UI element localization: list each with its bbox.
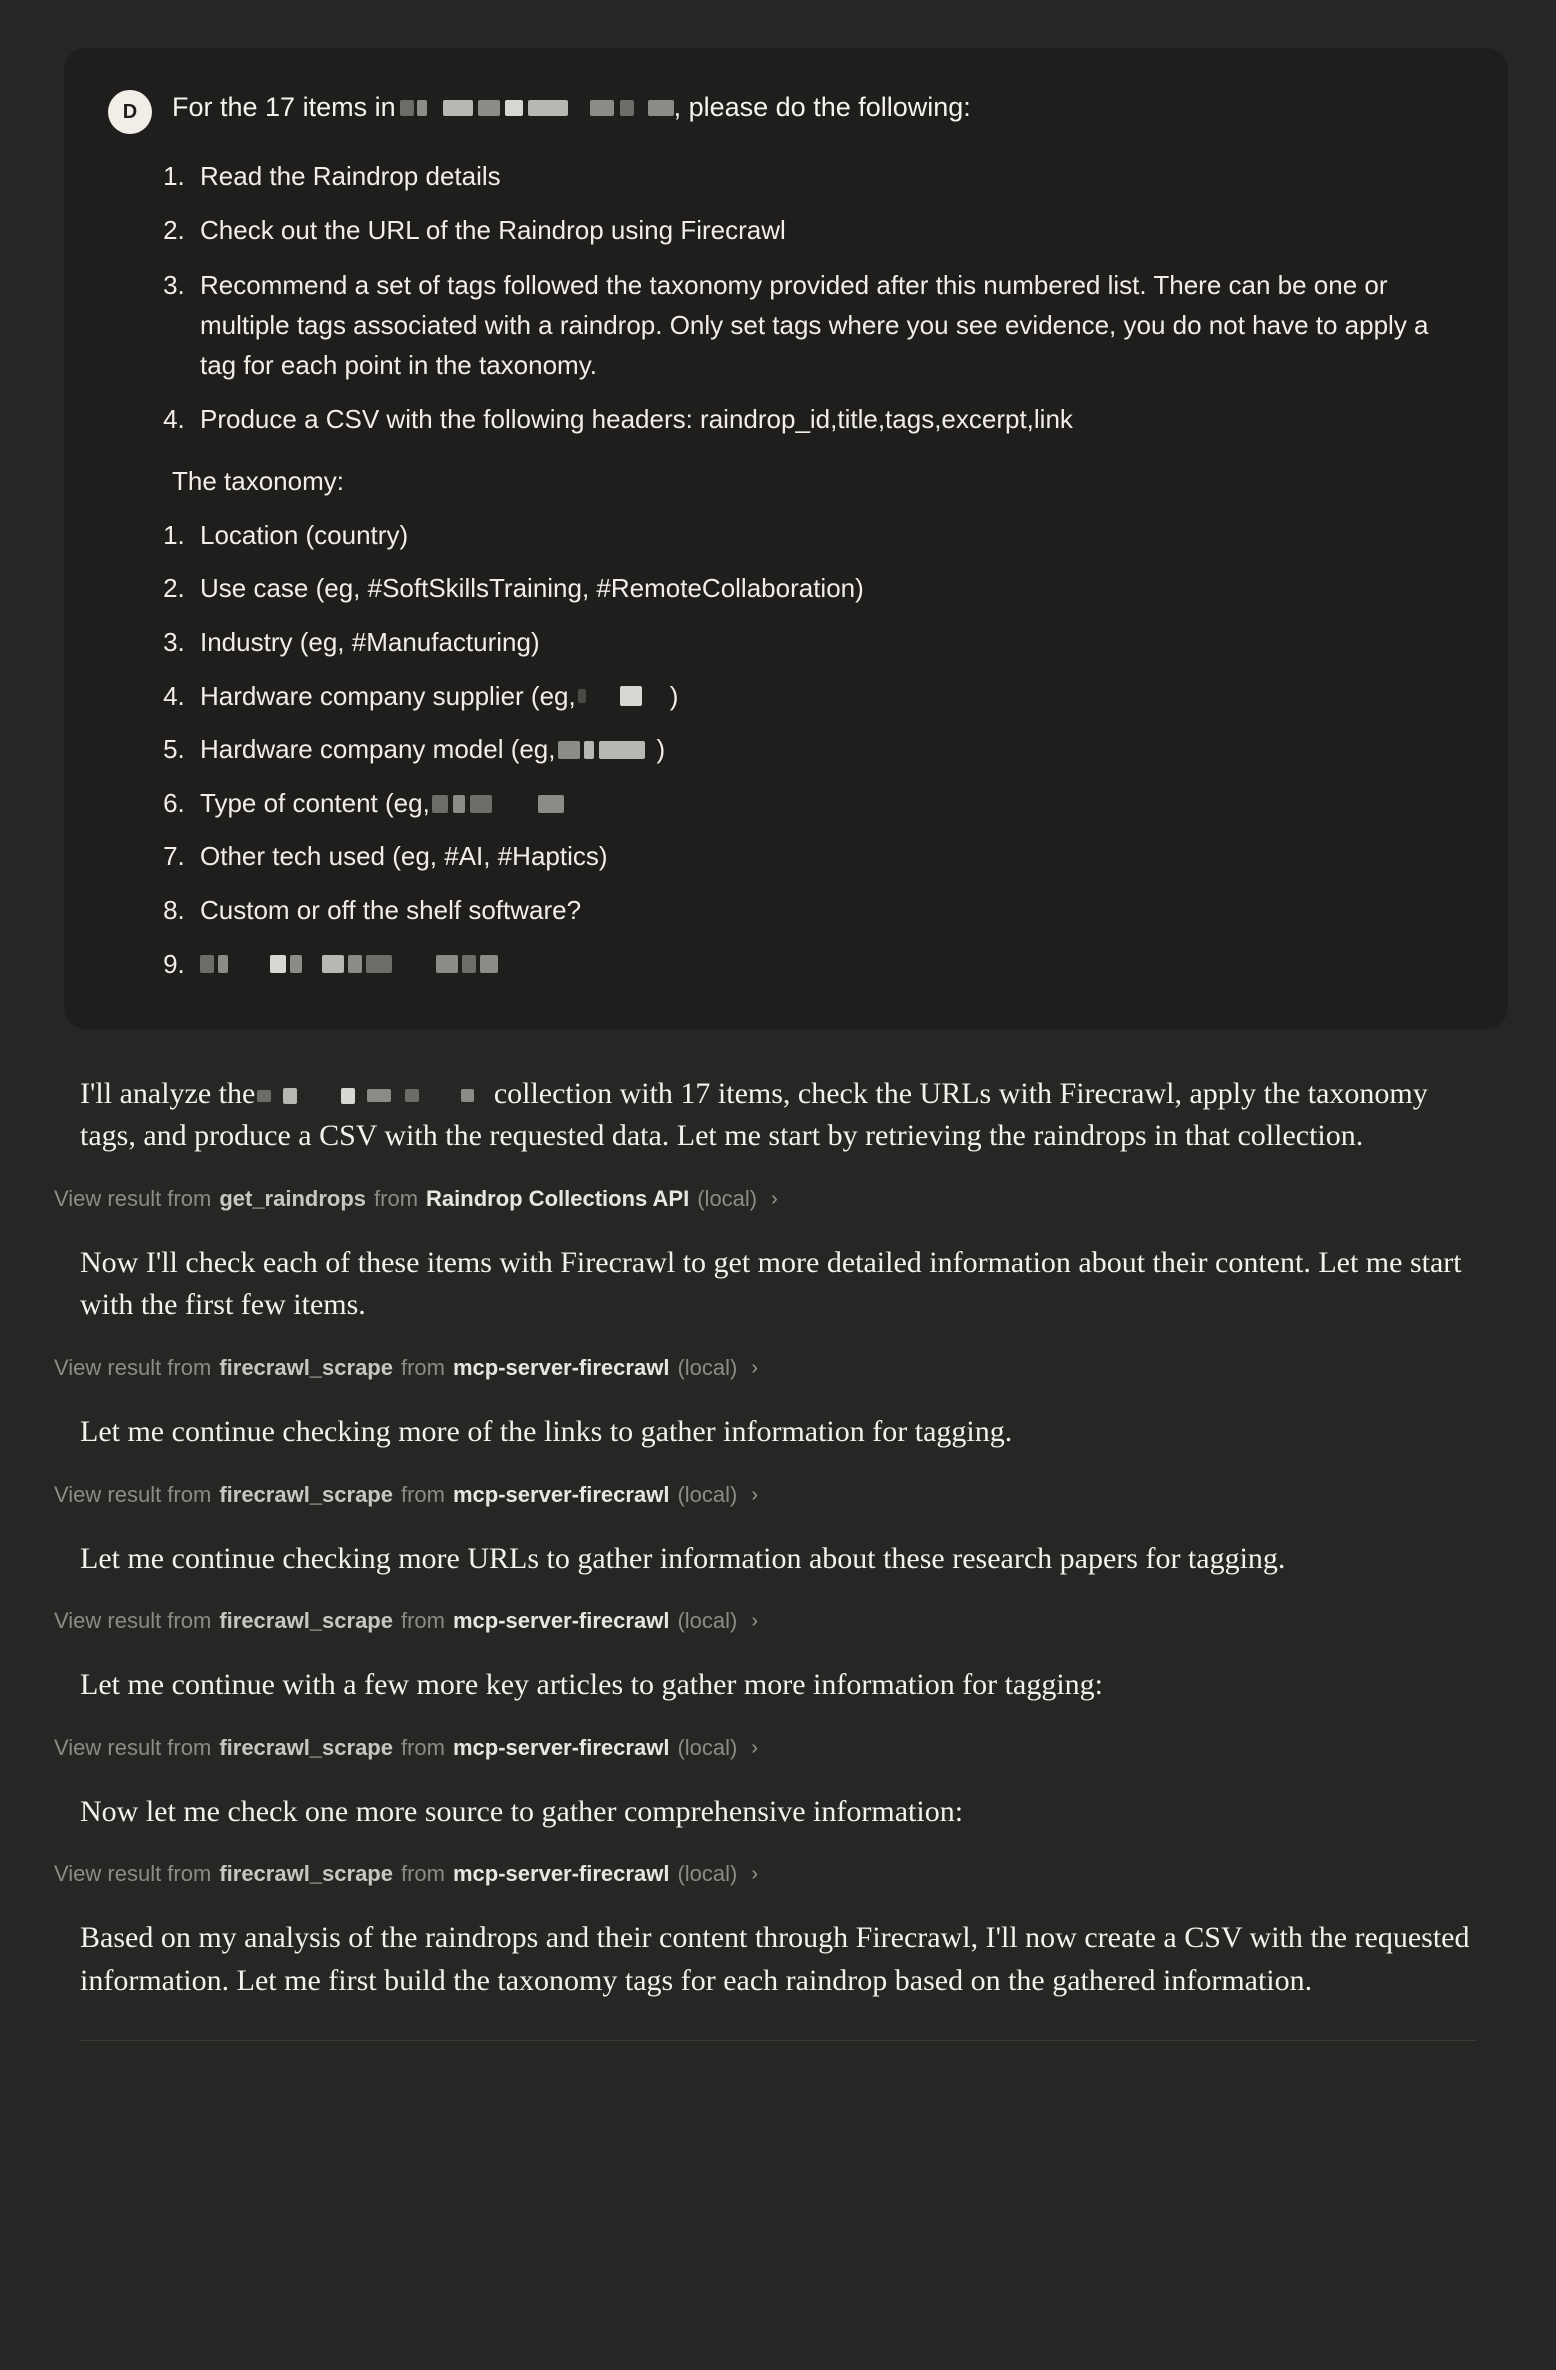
redacted-block (405, 1089, 419, 1102)
conversation-page (0, 48, 1556, 2370)
list-item: 8. Custom or off the shelf software? (192, 890, 1464, 932)
redacted-block (461, 1089, 474, 1102)
tool-locality: (local) (677, 1354, 738, 1380)
redacted-block (341, 1088, 355, 1104)
list-item: 3. Industry (eg, #Manufacturing) (192, 622, 1464, 664)
redacted-block (200, 955, 214, 973)
redacted-block (290, 955, 302, 973)
tool-row-from: from (400, 1354, 445, 1380)
tool-row-from: from (400, 1734, 445, 1760)
assistant-paragraph: Now I'll check each of these items with Firecrawl to get more detailed information about their content. Let me start with the first few items. (80, 1245, 1462, 1322)
tool-locality: (local) (677, 1481, 738, 1507)
list-item: 3. Recommend a set of tags followed the taxonomy provided after this numbered list. There can be one or multiple tags associated with a raindrop. Only set tags where you see evidence, you do not have to apply a tag for each point in the taxonomy. (192, 265, 1464, 386)
tool-row-from: from (374, 1185, 419, 1211)
tool-locality: (local) (677, 1734, 738, 1760)
chevron-right-icon[interactable]: › (751, 1483, 759, 1506)
tool-server-name: mcp-server-firecrawl (452, 1861, 670, 1887)
taxonomy-item-text: 5. Hardware company model (eg, (200, 734, 556, 765)
list-item: 2. Use case (eg, #SoftSkillsTraining, #RemoteCollaboration) (192, 568, 1464, 610)
redacted-block (283, 1088, 297, 1104)
tool-row-lead: View result from (54, 1608, 212, 1634)
list-item: 1. Read the Raindrop details (192, 156, 1464, 196)
instruction-list (108, 156, 1464, 440)
tool-row-lead: View result from (54, 1734, 212, 1760)
tool-name: firecrawl_scrape (219, 1861, 393, 1887)
redacted-block (584, 741, 594, 759)
taxonomy-item-text: 4. Hardware company supplier (eg, (200, 680, 576, 711)
redacted-block (620, 686, 642, 706)
tool-result-row[interactable] (54, 1466, 1478, 1524)
tool-result-row[interactable] (54, 1845, 1478, 1903)
tool-locality: (local) (677, 1608, 738, 1634)
tool-row-lead: View result from (54, 1354, 212, 1380)
taxonomy-item-tail: ) (656, 734, 666, 765)
tool-row-lead: View result from (54, 1185, 212, 1211)
avatar: D (108, 90, 152, 134)
redacted-block (620, 100, 634, 116)
intro-prefix-text: For the 17 items in (172, 92, 396, 122)
taxonomy-item-tail: ) (669, 680, 679, 711)
tool-locality: (local) (697, 1185, 758, 1211)
tool-name: firecrawl_scrape (219, 1481, 393, 1507)
redacted-block (218, 955, 228, 973)
redacted-block (322, 955, 344, 973)
redacted-block (528, 100, 568, 116)
redacted-block (590, 100, 614, 116)
paragraph-text-rest: collection with 17 items, check the URLs with Firecrawl, apply the taxonomy tags, and produce a CSV with the requested data. Let me start by retrieving the raindrops in that collection. (80, 1076, 1428, 1153)
tool-name: get_raindrops (219, 1185, 367, 1211)
assistant-paragraph (80, 1059, 1478, 1170)
user-message-bubble (64, 48, 1508, 1029)
tool-server-name: Raindrop Collections API (426, 1185, 690, 1211)
tool-result-row[interactable] (54, 1170, 1478, 1228)
chevron-right-icon[interactable]: › (751, 1610, 759, 1633)
redacted-block (400, 100, 414, 116)
intro-suffix-text: , please do the following: (673, 92, 971, 122)
redacted-block (417, 100, 427, 116)
redacted-block (366, 955, 392, 973)
assistant-response (0, 1059, 1556, 2015)
tool-locality: (local) (677, 1861, 738, 1887)
tool-result-row[interactable] (54, 1719, 1478, 1777)
tool-server-name: mcp-server-firecrawl (452, 1734, 670, 1760)
redacted-block (257, 1090, 271, 1102)
list-item: 7. Other tech used (eg, #AI, #Haptics) (192, 836, 1464, 878)
tool-row-lead: View result from (54, 1861, 212, 1887)
paragraph-text-lead: I'll analyze the (80, 1076, 256, 1110)
tool-row-from: from (400, 1481, 445, 1507)
list-item: 1. Location (country) (192, 515, 1464, 557)
redacted-block (470, 795, 492, 813)
list-item: 4. Produce a CSV with the following headers: raindrop_id,title,tags,excerpt,link (192, 399, 1464, 439)
user-message-header (108, 88, 1464, 134)
assistant-paragraph: Based on my analysis of the raindrops and their content through Firecrawl, I'll now create a CSV with the requested information. Let me first build the taxonomy tags for each raindrop based on the gathered information. (80, 1921, 1470, 1997)
taxonomy-item-text: 6. Type of content (eg, (200, 787, 430, 818)
redacted-block (558, 741, 580, 759)
chevron-right-icon[interactable]: › (751, 1356, 759, 1379)
list-item (192, 783, 1464, 825)
redacted-block (443, 100, 473, 116)
redacted-block (578, 689, 586, 703)
tool-server-name: mcp-server-firecrawl (452, 1481, 670, 1507)
assistant-paragraph: Now let me check one more source to gather comprehensive information: (80, 1794, 964, 1828)
tool-result-row[interactable] (54, 1592, 1478, 1650)
redacted-block (436, 955, 458, 973)
taxonomy-label: The taxonomy: (172, 465, 344, 496)
tool-name: firecrawl_scrape (219, 1734, 393, 1760)
assistant-paragraph: Let me continue checking more URLs to gather information about these research papers for tagging. (80, 1541, 1286, 1575)
tool-name: firecrawl_scrape (219, 1354, 393, 1380)
list-item (192, 676, 1464, 718)
list-item (192, 944, 1464, 973)
redacted-block (367, 1089, 391, 1102)
assistant-paragraph: Let me continue checking more of the links to gather information for tagging. (80, 1414, 1013, 1448)
user-message-intro (172, 88, 971, 127)
assistant-paragraph: Let me continue with a few more key articles to gather more information for tagging: (80, 1668, 1103, 1702)
redacted-block (599, 741, 645, 759)
chevron-right-icon[interactable]: › (751, 1863, 759, 1886)
redacted-block (453, 795, 465, 813)
redacted-block (478, 100, 500, 116)
tool-row-from: from (400, 1861, 445, 1887)
tool-result-row[interactable] (54, 1339, 1478, 1397)
redacted-block (348, 955, 362, 973)
tool-row-from: from (400, 1608, 445, 1634)
redacted-block (432, 795, 448, 813)
redacted-block (480, 955, 498, 973)
redacted-block (648, 100, 674, 116)
tool-server-name: mcp-server-firecrawl (452, 1608, 670, 1634)
tool-row-lead: View result from (54, 1481, 212, 1507)
redacted-block (538, 795, 564, 813)
tool-server-name: mcp-server-firecrawl (452, 1354, 670, 1380)
list-item: 2. Check out the URL of the Raindrop using Firecrawl (192, 210, 1464, 250)
taxonomy-list (108, 515, 1464, 973)
redacted-block (462, 955, 476, 973)
divider (80, 2040, 1476, 2041)
list-item (192, 729, 1464, 771)
redacted-block (505, 100, 523, 116)
redacted-block (270, 955, 286, 973)
chevron-right-icon[interactable]: › (771, 1187, 778, 1210)
tool-name: firecrawl_scrape (219, 1608, 393, 1634)
chevron-right-icon[interactable]: › (751, 1736, 759, 1759)
